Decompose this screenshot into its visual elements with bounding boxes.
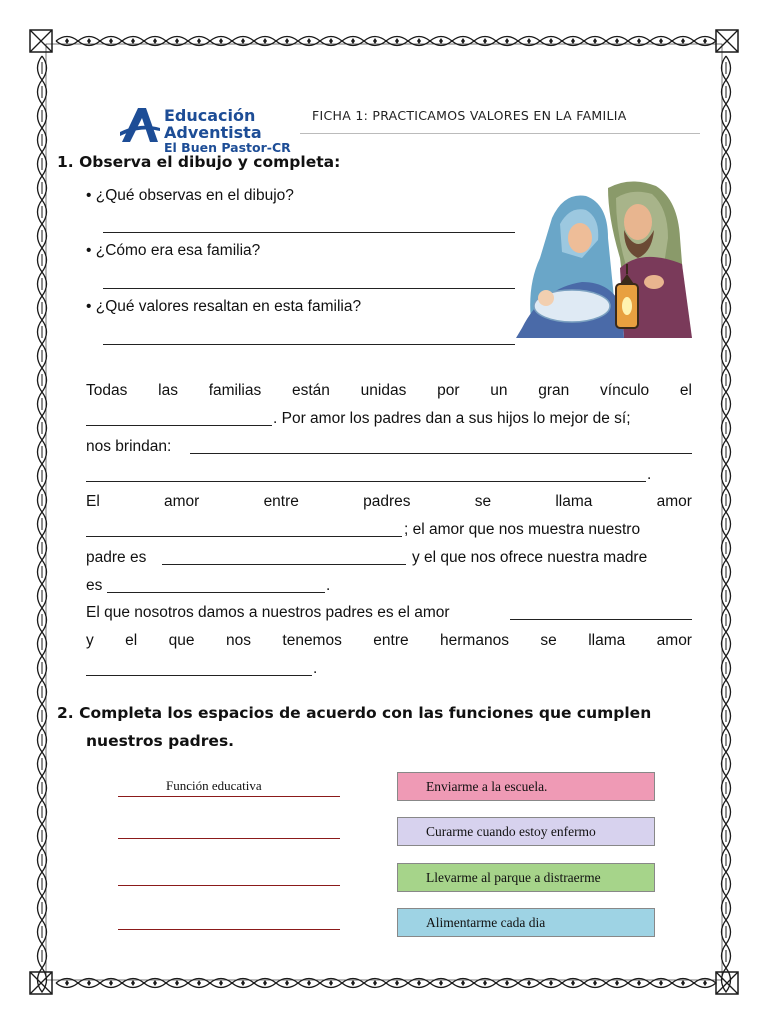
word: El — [86, 493, 100, 510]
question-3: • ¿Qué valores resaltan en esta familia? — [86, 298, 362, 315]
blank-brindan-2[interactable] — [86, 481, 646, 482]
answer-line-q1[interactable] — [103, 232, 515, 233]
function-box-4 — [397, 908, 655, 937]
blank-padre[interactable] — [162, 564, 406, 565]
word: entre — [263, 493, 299, 510]
paragraph-line-6: ; el amor que nos muestra nuestro — [404, 521, 641, 538]
answer-line-4[interactable] — [118, 929, 340, 930]
worksheet-title-box — [300, 100, 700, 134]
paragraph-line-1 — [86, 382, 692, 400]
logo-a-icon — [118, 106, 162, 144]
word: se — [474, 493, 492, 510]
logo-line-3: El Buen Pastor-CR — [164, 140, 291, 155]
word: llama — [588, 632, 626, 649]
logo — [118, 106, 308, 156]
answer-line-q2[interactable] — [103, 288, 515, 289]
paragraph-line-9: El que nosotros damos a nuestros padres es el amor — [86, 604, 450, 621]
paragraph-line-7a: padre es — [86, 549, 147, 566]
word: amor — [656, 493, 692, 510]
paragraph-line-3: nos brindan: — [86, 438, 172, 455]
answer-label-1: Función educativa — [166, 778, 262, 793]
word: llama — [555, 493, 593, 510]
word: familias — [208, 382, 262, 399]
word: el — [125, 632, 138, 649]
blank-amor-hijos[interactable] — [510, 619, 692, 620]
word: hermanos — [440, 632, 509, 649]
answer-line-3[interactable] — [118, 885, 340, 886]
answer-line-2[interactable] — [118, 838, 340, 839]
word: entre — [373, 632, 409, 649]
section-2-heading-line-1: 2. Completa los espacios de acuerdo con las funciones que cumplen — [57, 704, 652, 722]
word: un — [490, 382, 508, 399]
word: padres — [363, 493, 411, 510]
section-2-heading-line-2: nuestros padres. — [86, 732, 235, 750]
paragraph-line-8-end: . — [326, 577, 331, 594]
blank-amor-hermanos[interactable] — [86, 675, 312, 676]
word: amor — [656, 632, 692, 649]
paragraph-line-5 — [86, 493, 692, 511]
word: que — [168, 632, 195, 649]
word: nos — [225, 632, 251, 649]
word: Todas — [86, 382, 128, 399]
border-corner-cross — [716, 30, 738, 52]
blank-brindan-1[interactable] — [190, 453, 692, 454]
border-corner-cross — [30, 30, 52, 52]
question-1: • ¿Qué observas en el dibujo? — [86, 187, 294, 204]
function-box-1 — [397, 772, 655, 801]
function-box-label: Enviarme a la escuela. — [426, 779, 548, 794]
logo-line-1: Educación — [164, 106, 256, 125]
paragraph-line-11-end: . — [313, 660, 318, 677]
word: tenemos — [282, 632, 342, 649]
function-box-2 — [397, 817, 655, 846]
blank-vinculo[interactable] — [86, 425, 272, 426]
word: gran — [538, 382, 570, 399]
word: el — [679, 382, 692, 399]
word: amor — [164, 493, 200, 510]
paragraph-line-4-end: . — [647, 466, 652, 483]
section-1-heading: 1. Observa el dibujo y completa: — [57, 153, 341, 171]
paragraph-line-7b: y el que nos ofrece nuestra madre — [412, 549, 648, 566]
function-box-label: Alimentarme cada dia — [426, 915, 546, 930]
word: y — [86, 632, 94, 649]
paragraph-line-10 — [86, 632, 692, 650]
word: las — [158, 382, 178, 399]
function-box-label: Curarme cuando estoy enfermo — [426, 824, 596, 839]
question-2: • ¿Cómo era esa familia? — [86, 242, 261, 259]
holy-family-illustration — [512, 178, 712, 340]
word: se — [540, 632, 557, 649]
worksheet-title: FICHA 1: PRACTICAMOS VALORES EN LA FAMILIA — [312, 108, 627, 123]
answer-line-1[interactable] — [118, 796, 340, 797]
paragraph-line-8a: es — [86, 577, 103, 594]
blank-amor-padres[interactable] — [86, 536, 402, 537]
word: están — [292, 382, 330, 399]
function-box-3 — [397, 863, 655, 892]
function-box-label: Llevarme al parque a distraerme — [426, 870, 601, 885]
word: unidas — [360, 382, 407, 399]
answer-line-q3[interactable] — [103, 344, 515, 345]
word: vínculo — [600, 382, 650, 399]
blank-madre[interactable] — [107, 592, 325, 593]
logo-line-2: Adventista — [164, 123, 262, 142]
word: por — [437, 382, 460, 399]
paragraph-line-2: . Por amor los padres dan a sus hijos lo mejor de sí; — [273, 410, 631, 427]
